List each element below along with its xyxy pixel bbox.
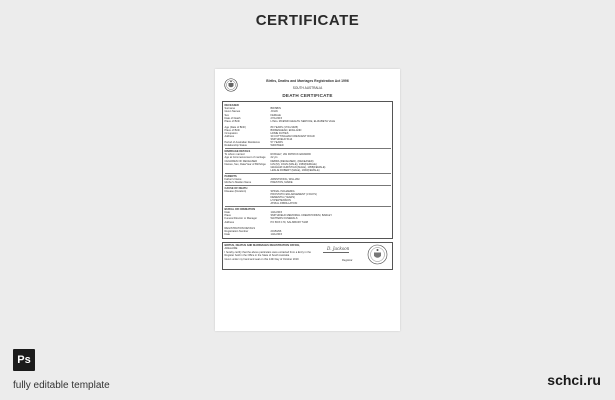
- field-label: Address: [224, 220, 235, 224]
- state-name: SOUTH AUSTRALIA: [292, 86, 323, 91]
- field-value: 30 COTTINGHAM CRESCENT ROAD: [270, 135, 315, 139]
- banner-title: CERTIFICATE: [255, 12, 360, 29]
- field-value: ARMSTRONG, WILLIAM: [270, 177, 300, 181]
- field-value: PRESTON, MARIE: [270, 180, 293, 184]
- field-value: BIRKENHEAD, ENGLAND: [270, 128, 302, 132]
- field-value: GRAHAM CHRISTIAN (MALE), 1958(FEMALE): [270, 165, 326, 169]
- certificate-section: [225, 186, 391, 207]
- field-row: [225, 144, 391, 147]
- issue-statement: Given under my hand and seal on this 14th Day of October 2019: [224, 257, 299, 261]
- field-label: Surname: [224, 107, 236, 111]
- field-value: SMITHFIELD 5114: [270, 138, 293, 142]
- field-value: LESLIE ROBERT (MALE), 1963(FEMALE): [270, 168, 320, 172]
- field-value: SPINAL ISCHAEMIA: [270, 189, 295, 193]
- field-row: [225, 169, 391, 172]
- site-logo: schci.ru: [547, 372, 601, 388]
- field-value: 14/1/2015: [270, 211, 283, 215]
- field-value: 22 yrs: [270, 156, 278, 160]
- field-value: JOHN: [270, 110, 278, 114]
- signature-line: [323, 252, 349, 253]
- field-label: Date of Death: [224, 116, 241, 120]
- field-label: Funeral Director or Manager: [224, 217, 258, 221]
- certificate-header: [222, 80, 393, 97]
- photoshop-icon: Ps: [13, 349, 35, 371]
- field-row: [225, 202, 391, 205]
- field-label: Age at Commencement of marriage: [224, 156, 266, 160]
- field-label: Date: [224, 211, 230, 215]
- field-label: Registration Number: [224, 229, 249, 233]
- field-row: [225, 181, 391, 184]
- field-value: SMITHFIELD MEMORIAL CREMATORIUM, BARLEY: [270, 214, 333, 218]
- field-label: Father's Name: [224, 177, 242, 181]
- field-value: 14/1/2015: [270, 232, 283, 236]
- field-label: Place of Birth: [224, 119, 240, 123]
- certificate-title: DEATH CERTIFICATE: [282, 93, 333, 99]
- certificate-footer: [222, 242, 393, 271]
- field-value: ATRIAL FIBRILLATION: [270, 202, 298, 206]
- field-value: WATTERS FUNERALS: [270, 217, 298, 221]
- section-heading: BURIAL OR CREMATION: [224, 208, 256, 212]
- section-heading: MARRIAGE DETAILS: [224, 150, 251, 154]
- field-value: 27/1/2015: [270, 116, 283, 120]
- certificate-details: [222, 101, 393, 239]
- field-label: Occupation: [224, 132, 238, 136]
- field-value: 89 YEARS (17/11/1925): [270, 125, 299, 129]
- coat-of-arms-icon: [224, 78, 238, 92]
- field-value: PO BOX 179, SALISBURY 5108: [270, 220, 308, 224]
- field-label: Place of Birth: [224, 128, 240, 132]
- field-label: Relationship Status: [224, 144, 247, 148]
- certificate-paper: [215, 69, 400, 331]
- field-value: LYELL MCEWIN HEALTH SERVICE, ELIZABETH VALE: [270, 119, 336, 123]
- field-value: BRISBIN: [270, 107, 281, 111]
- field-row: [225, 233, 391, 236]
- field-label: Place: [224, 214, 231, 218]
- registrar-signature: D. Jackson: [327, 245, 350, 251]
- field-label: [225, 202, 271, 205]
- registry-office: BIRTHS, DEATHS AND MARRIAGES REGISTRATION OFFICE,: [224, 244, 300, 247]
- field-value: PROSTATIC ENLARGEMENT (3 DAYS): [270, 193, 317, 196]
- field-label: Given Names: [224, 110, 241, 114]
- section-heading: DECEASED: [224, 104, 239, 108]
- field-value: IAN (M), JOHN (MALE), 1950(FEMALE): [270, 162, 317, 166]
- section-heading: CAUSE OF DEATH: [224, 186, 248, 190]
- certificate-section: [225, 174, 391, 186]
- registry-city: ADELAIDE: [224, 247, 238, 251]
- field-value: DEMENTIA (YEARS): [270, 196, 295, 200]
- field-value: HYPERTENSION: [270, 199, 291, 203]
- act-title: Births, Deaths and Marriages Registration Act 1996: [266, 79, 349, 83]
- field-value: DEBRA (DECEASED), (DECEASED): [270, 159, 314, 163]
- field-label: CHILDREN OF DECEASED: [224, 159, 258, 163]
- field-label: Sex: [224, 113, 229, 117]
- editable-template-text: fully editable template: [13, 380, 110, 391]
- section-heading: PARENTS: [224, 174, 237, 178]
- field-value: ROWLEY, IAN PATRICK EDWARD: [270, 153, 311, 157]
- field-value: HOME DUTIES: [270, 132, 289, 136]
- field-value: 57 YEARS: [270, 141, 283, 145]
- field-label: Mother's Maiden Name: [224, 180, 252, 184]
- registrar-label: Registrar: [342, 258, 353, 262]
- field-label: Period of Australian Residence: [224, 141, 260, 145]
- certificate-section: [225, 207, 391, 237]
- field-label: REGISTRATION DETAILS: [224, 226, 256, 230]
- field-label: Disease (Duration): [224, 189, 247, 193]
- official-seal-icon: [367, 244, 388, 265]
- certification-note: I hereby certify that the above particulars were extracted from a Entry in the Register held in the Office in the State of South Australia: [224, 250, 311, 257]
- field-label: To whom married: [224, 153, 245, 157]
- field-label: Date: [224, 232, 230, 236]
- certificate-document: [222, 78, 393, 270]
- field-label: Address: [224, 135, 235, 139]
- certificate-section: [225, 103, 391, 149]
- field-value: 2015/296: [270, 229, 282, 233]
- field-label: Names, Sex, Date/Year of Birth/Age: [224, 162, 266, 166]
- field-label: [225, 169, 271, 172]
- certificate-section: [225, 149, 391, 173]
- field-value: FEMALE: [270, 113, 281, 117]
- field-value: WIDOWED: [270, 144, 284, 148]
- field-label: Age (Date of Birth): [224, 125, 246, 129]
